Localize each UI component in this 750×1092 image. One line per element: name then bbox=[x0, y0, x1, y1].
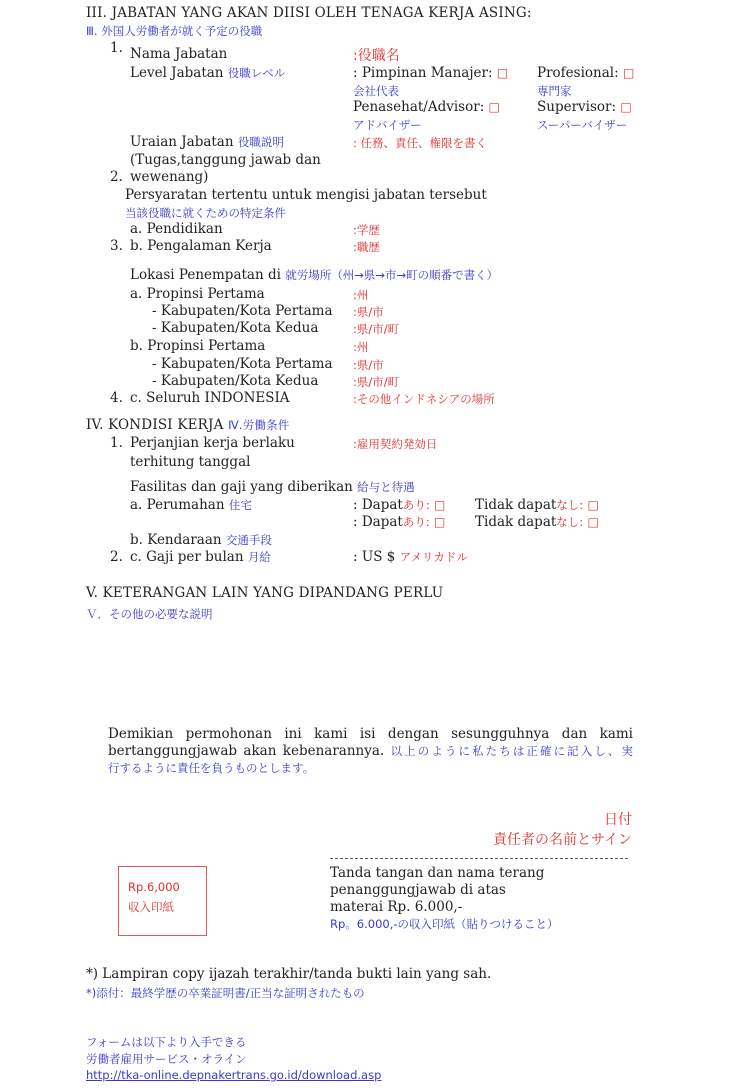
stamp-label: 収入印紙 bbox=[128, 900, 174, 914]
fasilitas-jp: 給与と待遇 bbox=[357, 480, 415, 494]
perumahan-dapat-checkbox[interactable]: □ bbox=[434, 498, 446, 512]
closing-paragraph bbox=[108, 726, 633, 777]
propinsi-b-label: b. Propinsi Pertama bbox=[130, 338, 266, 354]
kendaraan-tidak-checkbox[interactable]: □ bbox=[587, 515, 599, 529]
supervisor-label: Supervisor: bbox=[537, 99, 617, 115]
kendaraan-dapat-checkbox[interactable]: □ bbox=[434, 515, 446, 529]
kendaraan-jp: 交通手段 bbox=[225, 533, 272, 547]
signature-line bbox=[330, 858, 628, 859]
closing-line2-text: bertanggungjawab akan kebenarannya. bbox=[108, 743, 385, 759]
item-number-1: 1. bbox=[110, 40, 123, 56]
date-label: 日付 bbox=[604, 812, 632, 828]
section4-title-jp: Ⅳ.労働条件 bbox=[228, 418, 290, 432]
uraian-line2: (Tugas,tanggung jawab dan bbox=[130, 152, 321, 168]
closing-line2 bbox=[108, 743, 633, 760]
fasilitas-text: Fasilitas dan gaji yang diberikan bbox=[130, 479, 353, 495]
kabupaten-4-value: :県/市/町 bbox=[353, 375, 400, 389]
propinsi-a-label: a. Propinsi Pertama bbox=[130, 286, 265, 302]
option-pimpinan bbox=[353, 65, 508, 81]
profesional-jp: 専門家 bbox=[537, 84, 572, 98]
penasehat-checkbox[interactable]: □ bbox=[488, 100, 500, 114]
penasehat-jp: アドバイザー bbox=[353, 118, 422, 132]
kendaraan-dapat-jp: あり: bbox=[402, 515, 430, 529]
kendaraan-tidak bbox=[475, 514, 599, 530]
tanda-line1: Tanda tangan dan nama terang bbox=[330, 865, 545, 881]
tanda-line2: penanggungjawab di atas bbox=[330, 882, 506, 898]
section5-title: V. KETERANGAN LAIN YANG DIPANDANG PERLU bbox=[86, 585, 444, 601]
kabupaten-2-label: - Kabupaten/Kota Kedua bbox=[152, 320, 319, 336]
uraian-value: : 任務、責任、権限を書く bbox=[353, 136, 488, 150]
section4-title bbox=[86, 417, 290, 433]
pengalaman-value: :職歴 bbox=[353, 240, 380, 254]
nama-jabatan-value: :役職名 bbox=[353, 48, 400, 64]
section5-title-jp: Ｖ．その他の必要な説明 bbox=[86, 607, 213, 621]
terhitung-label: terhitung tanggal bbox=[130, 454, 251, 470]
kendaraan-label bbox=[130, 532, 272, 548]
fasilitas-label bbox=[130, 479, 415, 495]
form-source-line2: 労働者雇用サービス・オライン bbox=[86, 1052, 247, 1066]
perumahan-jp: 住宅 bbox=[228, 498, 252, 512]
section3-subtitle: Ⅲ. 外国人労働者が就く予定の役職 bbox=[86, 24, 263, 38]
name-sign-label: 責任者の名前とサイン bbox=[492, 832, 632, 848]
tanda-jp: Rp。6.000,-の収入印紙（貼りつけること） bbox=[330, 917, 559, 931]
persyaratan-jp: 当該役職に就くための特定条件 bbox=[125, 206, 286, 220]
uraian-jp: 役職説明 bbox=[237, 135, 284, 149]
pendidikan-value: :学歴 bbox=[353, 223, 380, 237]
lokasi-text: Lokasi Penempatan di bbox=[130, 267, 281, 283]
kabupaten-1-label: - Kabupaten/Kota Pertama bbox=[152, 303, 333, 319]
nama-jabatan-label: Nama Jabatan bbox=[130, 46, 228, 62]
kendaraan-tidak-text: Tidak dapat bbox=[475, 514, 557, 530]
kabupaten-1-value: :県/市 bbox=[353, 305, 384, 319]
perjanjian-value: :雇用契約発効日 bbox=[353, 437, 438, 451]
item-number-2: 2. bbox=[110, 169, 123, 185]
perumahan-label bbox=[130, 497, 252, 513]
perumahan-dapat-text: : Dapat bbox=[353, 497, 403, 513]
perumahan-tidak-text: Tidak dapat bbox=[475, 497, 557, 513]
gaji-label bbox=[130, 549, 271, 565]
pimpinan-label: : Pimpinan Manajer: bbox=[353, 65, 493, 81]
form-source-line1: フォームは以下より入手できる bbox=[86, 1035, 247, 1049]
item-number-4-1: 1. bbox=[110, 435, 123, 451]
pimpinan-jp: 会社代表 bbox=[353, 84, 399, 98]
propinsi-a-value: :州 bbox=[353, 288, 369, 302]
profesional-label: Profesional: bbox=[537, 65, 619, 81]
lokasi-label bbox=[130, 267, 498, 283]
profesional-checkbox[interactable]: □ bbox=[622, 66, 635, 80]
persyaratan-label: Persyaratan tertentu untuk mengisi jabatan tersebut bbox=[125, 187, 487, 203]
propinsi-b-value: :州 bbox=[353, 340, 369, 354]
penasehat-label: Penasehat/Advisor: bbox=[353, 99, 485, 115]
section4-title-text: IV. KONDISI KERJA bbox=[86, 417, 224, 433]
perjanjian-label: Perjanjian kerja berlaku bbox=[130, 435, 295, 451]
pengalaman-label: b. Pengalaman Kerja bbox=[130, 238, 272, 254]
supervisor-checkbox[interactable]: □ bbox=[620, 100, 632, 114]
uraian-line3: wewenang) bbox=[130, 169, 209, 185]
perumahan-tidak bbox=[475, 497, 599, 513]
kendaraan-tidak-jp: なし: bbox=[556, 515, 584, 529]
perumahan-dapat-jp: あり: bbox=[402, 498, 430, 512]
closing-line3-jp: 行するように責任を負うものとします。 bbox=[108, 761, 315, 775]
pimpinan-checkbox[interactable]: □ bbox=[496, 66, 509, 80]
option-penasehat bbox=[353, 99, 500, 115]
stamp-amount: Rp.6,000 bbox=[128, 880, 180, 894]
kabupaten-4-label: - Kabupaten/Kota Kedua bbox=[152, 373, 319, 389]
item-number-3: 3. bbox=[110, 238, 123, 254]
lokasi-jp: 就労場所（州→県→市→町の順番で書く） bbox=[285, 268, 499, 282]
option-supervisor bbox=[537, 99, 632, 115]
lampiran-note: *) Lampiran copy ijazah terakhir/tanda bukti lain yang sah. bbox=[86, 966, 492, 982]
gaji-jp: 月給 bbox=[247, 550, 271, 564]
kendaraan-dapat-text: : Dapat bbox=[353, 514, 403, 530]
gaji-text: c. Gaji per bulan bbox=[130, 549, 244, 565]
level-jabatan-text: Level Jabatan bbox=[130, 65, 224, 81]
tanda-line3: materai Rp. 6.000,- bbox=[330, 899, 463, 915]
perumahan-tidak-checkbox[interactable]: □ bbox=[587, 498, 599, 512]
gaji-value bbox=[353, 549, 468, 565]
uraian-text: Uraian Jabatan bbox=[130, 134, 234, 150]
level-jabatan-label bbox=[130, 65, 285, 81]
closing-line2-jp: 以上のように私たちは正確に記入し、実 bbox=[390, 744, 634, 758]
seluruh-value: :その他インドネシアの場所 bbox=[353, 392, 495, 406]
gaji-value-text: : US $ bbox=[353, 549, 396, 565]
uraian-label bbox=[130, 134, 284, 150]
lampiran-note-jp: *)添付：最終学歴の卒業証明書/正当な証明されたもの bbox=[86, 986, 365, 1000]
item-number-4-2: 2. bbox=[110, 549, 123, 565]
seluruh-label: c. Seluruh INDONESIA bbox=[130, 390, 290, 406]
perumahan-text: a. Perumahan bbox=[130, 497, 225, 513]
section3-title: III. JABATAN YANG AKAN DIISI OLEH TENAGA KERJA ASING: bbox=[86, 5, 532, 21]
kabupaten-3-value: :県/市 bbox=[353, 358, 384, 372]
download-link[interactable]: http://tka-online.depnakertrans.go.id/download.asp bbox=[86, 1068, 382, 1082]
pendidikan-label: a. Pendidikan bbox=[130, 221, 223, 237]
closing-line1: Demikian permohonan ini kami isi dengan sesungguhnya dan kami bbox=[108, 726, 633, 742]
level-jabatan-jp: 役職レベル bbox=[227, 66, 286, 80]
item-number-4: 4. bbox=[110, 390, 123, 406]
gaji-value-jp: アメリカドル bbox=[399, 550, 468, 564]
perumahan-dapat bbox=[353, 497, 445, 513]
perumahan-tidak-jp: なし: bbox=[556, 498, 584, 512]
kendaraan-dapat bbox=[353, 514, 445, 530]
option-profesional bbox=[537, 65, 634, 81]
kabupaten-3-label: - Kabupaten/Kota Pertama bbox=[152, 356, 333, 372]
supervisor-jp: スーパーバイザー bbox=[537, 118, 628, 132]
kendaraan-text: b. Kendaraan bbox=[130, 532, 222, 548]
kabupaten-2-value: :県/市/町 bbox=[353, 322, 400, 336]
